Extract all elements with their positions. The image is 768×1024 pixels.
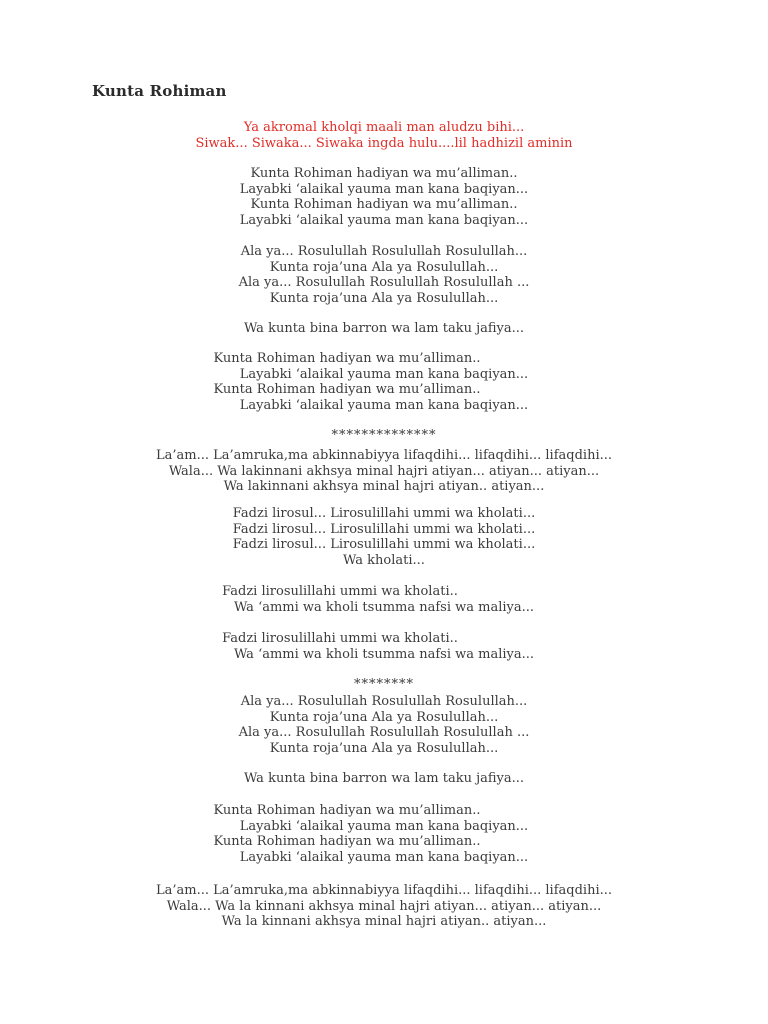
lyric-line: Fadzi lirosulillahi ummi wa kholati.. xyxy=(222,584,458,599)
lyric-line: Wa ‘ammi wa kholi tsumma nafsi wa maliya... xyxy=(233,646,535,662)
stanza-laam-2 xyxy=(0,883,768,930)
intro-red-lines xyxy=(0,120,768,151)
lyric-line: Fadzi lirosulillahi ummi wa kholati.. xyxy=(222,631,458,646)
separator-line: ************** xyxy=(331,428,437,443)
lyric-line: Wa kunta bina barron wa lam taku jafiya... xyxy=(243,321,525,336)
lyric-line: Kunta Rohiman hadiyan wa mu’alliman.. xyxy=(250,197,518,212)
stanza-ala-ya-2 xyxy=(0,694,768,756)
lyric-line: Wa kunta bina barron wa lam taku jafiya... xyxy=(243,771,525,786)
lyric-line: Ya akromal kholqi maali man aludzu bihi... xyxy=(243,120,525,135)
lyric-line: Layabki ‘alaikal yauma man kana baqiyan... xyxy=(239,181,529,197)
lyric-line: Layabki ‘alaikal yauma man kana baqiyan... xyxy=(239,366,529,382)
lyric-line: Wa lakinnani akhsya minal hajri atiyan.. atiyan... xyxy=(223,479,545,494)
stanza-ala-ya-1 xyxy=(0,244,768,306)
stanza-laam-1 xyxy=(0,448,768,495)
lyric-line: La’am... La’amruka,ma abkinnabiyya lifaqdihi... lifaqdihi... lifaqdihi... xyxy=(155,883,612,898)
separator-line: ******** xyxy=(354,677,414,692)
stanza-kunta-rohiman-2 xyxy=(0,351,768,413)
lyric-line: Layabki ‘alaikal yauma man kana baqiyan... xyxy=(239,849,529,865)
lyric-line: Siwak... Siwaka... Siwaka ingda hulu....lil hadhizil aminin xyxy=(195,135,573,151)
lyric-line: Kunta Rohiman hadiyan wa mu’alliman.. xyxy=(213,803,481,818)
lyric-line: Wala... Wa lakinnani akhsya minal hajri atiyan... atiyan... atiyan... xyxy=(168,463,600,479)
stanza-kunta-rohiman-3 xyxy=(0,803,768,865)
lyric-line: Ala ya... Rosulullah Rosulullah Rosulullah ... xyxy=(238,275,530,290)
lyric-line: Layabki ‘alaikal yauma man kana baqiyan... xyxy=(239,212,529,228)
stanza-fadzi-lirosulillahi-2 xyxy=(0,631,768,662)
lyric-line: Ala ya... Rosulullah Rosulullah Rosulullah ... xyxy=(238,725,530,740)
lyric-line: Kunta roja’una Ala ya Rosulullah... xyxy=(269,290,499,306)
lyric-line: Wala... Wa la kinnani akhsya minal hajri atiyan... atiyan... atiyan... xyxy=(166,898,602,914)
separator-asterisks-1 xyxy=(0,428,768,444)
lyric-line: Fadzi lirosul... Lirosulillahi ummi wa kholati... xyxy=(232,521,536,537)
lyric-line: Kunta roja’una Ala ya Rosulullah... xyxy=(269,709,499,725)
lyric-line: Layabki ‘alaikal yauma man kana baqiyan... xyxy=(239,397,529,413)
line-wa-kunta-1 xyxy=(0,321,768,337)
lyric-line: Kunta Rohiman hadiyan wa mu’alliman.. xyxy=(213,382,481,397)
lyric-line: Layabki ‘alaikal yauma man kana baqiyan... xyxy=(239,818,529,834)
line-wa-kunta-2 xyxy=(0,771,768,787)
stanza-fadzi-lirosul xyxy=(0,506,768,568)
lyric-line: Kunta roja’una Ala ya Rosulullah... xyxy=(269,740,499,756)
lyric-line: Kunta Rohiman hadiyan wa mu’alliman.. xyxy=(213,351,481,366)
lyric-line: La’am... La’amruka,ma abkinnabiyya lifaqdihi... lifaqdihi... lifaqdihi... xyxy=(155,448,612,463)
lyric-line: Kunta Rohiman hadiyan wa mu’alliman.. xyxy=(213,834,481,849)
lyric-line: Ala ya... Rosulullah Rosulullah Rosulullah... xyxy=(240,694,528,709)
lyric-line: Wa la kinnani akhsya minal hajri atiyan.. atiyan... xyxy=(221,914,547,929)
lyric-line: Fadzi lirosul... Lirosulillahi ummi wa kholati... xyxy=(232,537,536,552)
lyric-line: Kunta roja’una Ala ya Rosulullah... xyxy=(269,259,499,275)
stanza-fadzi-lirosulillahi-1 xyxy=(0,584,768,615)
lyric-line: Kunta Rohiman hadiyan wa mu’alliman.. xyxy=(250,166,518,181)
lyric-line: Wa kholati... xyxy=(343,552,425,568)
stanza-kunta-rohiman-1 xyxy=(0,166,768,228)
separator-asterisks-2 xyxy=(0,677,768,693)
document-title: Kunta Rohiman xyxy=(92,82,227,100)
lyric-line: Wa ‘ammi wa kholi tsumma nafsi wa maliya... xyxy=(233,599,535,615)
lyric-line: Fadzi lirosul... Lirosulillahi ummi wa kholati... xyxy=(232,506,536,521)
lyric-line: Ala ya... Rosulullah Rosulullah Rosulullah... xyxy=(240,244,528,259)
